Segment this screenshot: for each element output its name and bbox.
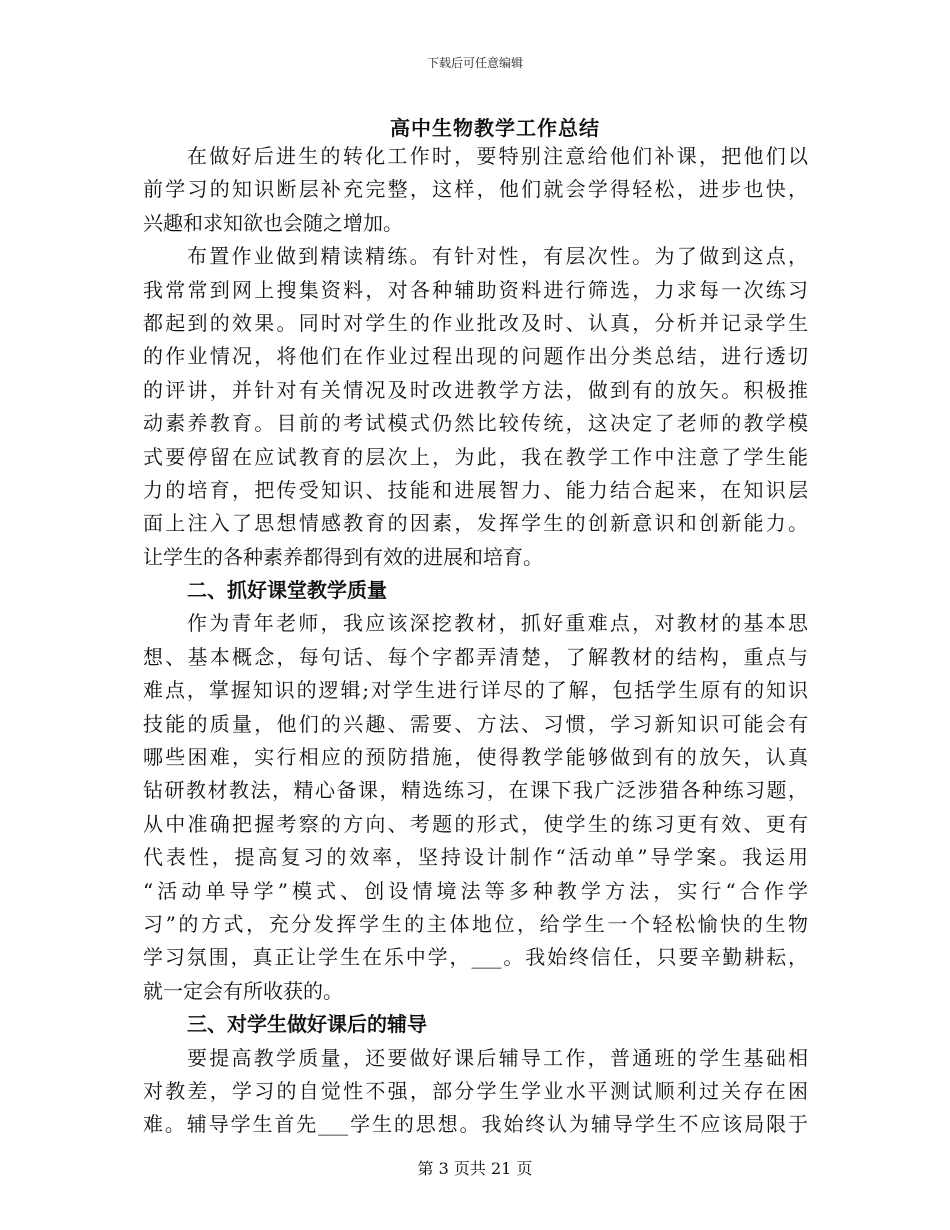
- section-heading: 三、对学生做好课后的辅导: [187, 1012, 427, 1037]
- text-line: 在做好后进生的转化工作时，要特别注意给他们补课，把他们以: [187, 144, 808, 168]
- text-line: 对教差，学习的自觉性不强，部分学生学业水平测试顺利过关存在困: [143, 1078, 808, 1103]
- page-header-note: 下载后可任意编辑: [426, 56, 523, 70]
- section-heading: 二、抓好课堂教学质量: [187, 578, 387, 603]
- text-line: 布置作业做到精读精练。有针对性，有层次性。为了做到这点，: [187, 244, 808, 269]
- text-line: 的评讲，并针对有关情况及时改进教学方法，做到有的放矢。积极推: [143, 377, 808, 402]
- text-line: 学习氛围，真正让学生在乐中学，___。我始终信任，只要辛勤耕耘，: [143, 945, 808, 970]
- text-line: 我常常到网上搜集资料，对各种辅助资料进行筛选，力求每一次练习: [143, 277, 808, 302]
- text-line: 就一定会有所收获的。: [143, 978, 343, 1003]
- text-line: 钻研教材教法，精心备课，精选练习，在课下我广泛涉猎各种练习题，: [143, 778, 808, 803]
- document-body: [143, 140, 808, 1142]
- text-line: 习”的方式，充分发挥学生的主体地位，给学生一个轻松愉快的生物: [143, 911, 808, 936]
- text-line: 作为青年老师，我应该深挖教材，抓好重难点，对教材的基本思: [187, 611, 808, 636]
- document-title: 高中生物教学工作总结: [390, 116, 600, 140]
- text-line: 想、基本概念，每句话、每个字都弄清楚，了解教材的结构，重点与: [143, 644, 808, 669]
- text-line: 难。辅导学生首先___学生的思想。我始终认为辅导学生不应该局限于: [143, 1112, 808, 1137]
- text-line: 技能的质量，他们的兴趣、需要、方法、习惯，学习新知识可能会有: [143, 711, 808, 736]
- text-line: 面上注入了思想情感教育的因素，发挥学生的创新意识和创新能力。: [143, 511, 808, 536]
- text-line: 要提高教学质量，还要做好课后辅导工作，普通班的学生基础相: [187, 1045, 808, 1070]
- text-line: 动素养教育。目前的考试模式仍然比较传统，这决定了老师的教学模: [143, 411, 808, 436]
- text-line: “活动单导学”模式、创设情境法等多种教学方法，实行“合作学: [143, 878, 808, 903]
- text-line: 都起到的效果。同时对学生的作业批改及时、认真，分析并记录学生: [143, 310, 808, 335]
- text-line: 式要停留在应试教育的层次上，为此，我在教学工作中注意了学生能: [143, 444, 808, 469]
- text-line: 力的培育，把传受知识、技能和进展智力、能力结合起来，在知识层: [143, 477, 808, 502]
- text-line: 代表性，提高复习的效率，坚持设计制作“活动单”导学案。我运用: [143, 845, 808, 870]
- text-line: 的作业情况，将他们在作业过程出现的问题作出分类总结，进行透切: [143, 344, 808, 369]
- text-line: 哪些困难，实行相应的预防措施，使得教学能够做到有的放矢，认真: [143, 745, 808, 770]
- page-number: 第 3 页共 21 页: [417, 1159, 533, 1178]
- text-line: 兴趣和求知欲也会随之增加。: [143, 210, 403, 235]
- text-line: 难点，掌握知识的逻辑;对学生进行详尽的了解，包括学生原有的知识: [143, 678, 808, 703]
- text-line: 前学习的知识断层补充完整，这样，他们就会学得轻松，进步也快，: [143, 177, 808, 202]
- text-line: 让学生的各种素养都得到有效的进展和培育。: [143, 544, 543, 569]
- text-line: 从中准确把握考察的方向、考题的形式，使学生的练习更有效、更有: [143, 811, 808, 836]
